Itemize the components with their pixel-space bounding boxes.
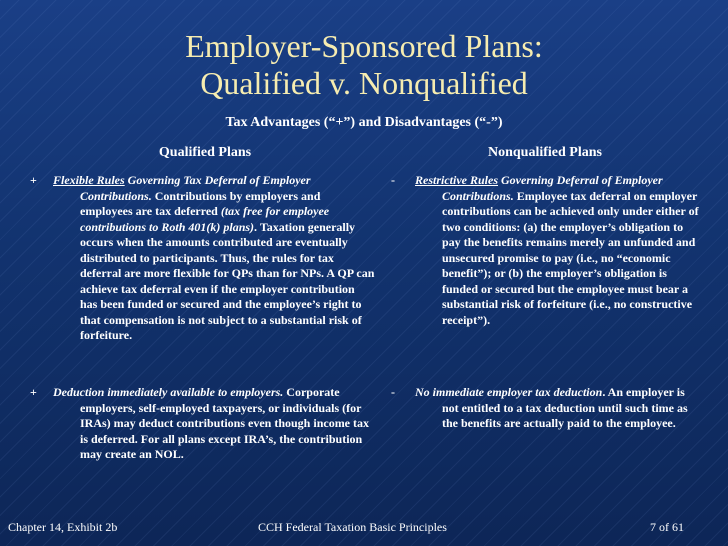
title-line-1: Employer-Sponsored Plans: — [185, 28, 543, 64]
nonqualified-plans-heading: Nonqualified Plans — [488, 145, 602, 160]
title-line-2: Qualified v. Nonqualified — [200, 65, 528, 101]
flexible-rules-lead: Governing Tax Deferral of Employer Contributions. — [80, 173, 311, 203]
minus-bullet: - — [391, 173, 395, 187]
restrictive-rules-body: Employee tax deferral on employer contributions can be achieved only under either of two conditions: (a) the employer’s obligation to pay the benefits remains merely an unfunded and unsecured promise to pay (i.e., no “economic benefit”); or (b) the employer’s obligation is funded or secured but the employee must bear a substantial risk of forfeiture (i.e., no constructive receipt”). — [442, 188, 699, 327]
qualified-item-deduction — [30, 385, 375, 463]
plus-bullet: + — [30, 173, 37, 187]
nonqualified-item-2-text — [415, 385, 703, 432]
flexible-rules-roth-note: (tax free for employee contributions to Roth 401(k) plans) — [80, 204, 330, 234]
footer-chapter: Chapter 14, Exhibit 2b — [8, 520, 118, 534]
slide-title — [0, 28, 728, 102]
nonqualified-item-no-deduction — [391, 385, 703, 432]
no-deduction-lead: No immediate employer tax deduction — [415, 385, 603, 399]
deduction-lead: Deduction immediately available to employers. — [53, 385, 284, 399]
restrictive-rules-lead: Governing Deferral of Employer Contributions. — [442, 173, 663, 203]
deduction-body: Corporate employers, self-employed taxpayers, or individuals (for IRAs) may deduct contributions even though income tax is deferred. For all plans except IRA’s, the contribution may create an NOL. — [80, 385, 370, 461]
qualified-item-2-text — [53, 385, 375, 463]
plus-bullet: + — [30, 385, 37, 399]
flexible-rules-body-b: . Taxation generally occurs when the amounts contributed are eventually distributed to participants. Thus, the rules for tax deferral are more flexible for QPs than for NPs. A QP can achieve tax deferral even if the employer contribution has been funded or secured and the employee’s right to that compensation is not subject to a substantial risk of forfeiture. — [80, 219, 375, 342]
nonqualified-item-1-text — [415, 173, 703, 328]
qualified-item-1-text — [53, 173, 375, 344]
footer-page-number: 7 of 61 — [650, 520, 684, 534]
nonqualified-item-restrictive-rules — [391, 173, 703, 328]
restrictive-rules-term: Restrictive Rules — [415, 173, 498, 187]
flexible-rules-term: Flexible Rules — [53, 173, 125, 187]
footer-course-title: CCH Federal Taxation Basic Principles — [258, 520, 447, 534]
slide-subtitle: Tax Advantages (“+”) and Disadvantages (“-”) — [225, 115, 503, 130]
qualified-plans-heading: Qualified Plans — [158, 145, 252, 160]
flexible-rules-body-a: Contributions by employers and employees are tax deferred — [80, 188, 321, 218]
no-deduction-body: . An employer is not entitled to a tax deduction until such time as the benefits are actually paid to the employee. — [442, 385, 688, 430]
minus-bullet: - — [391, 385, 395, 399]
qualified-item-flexible-rules — [30, 173, 375, 344]
